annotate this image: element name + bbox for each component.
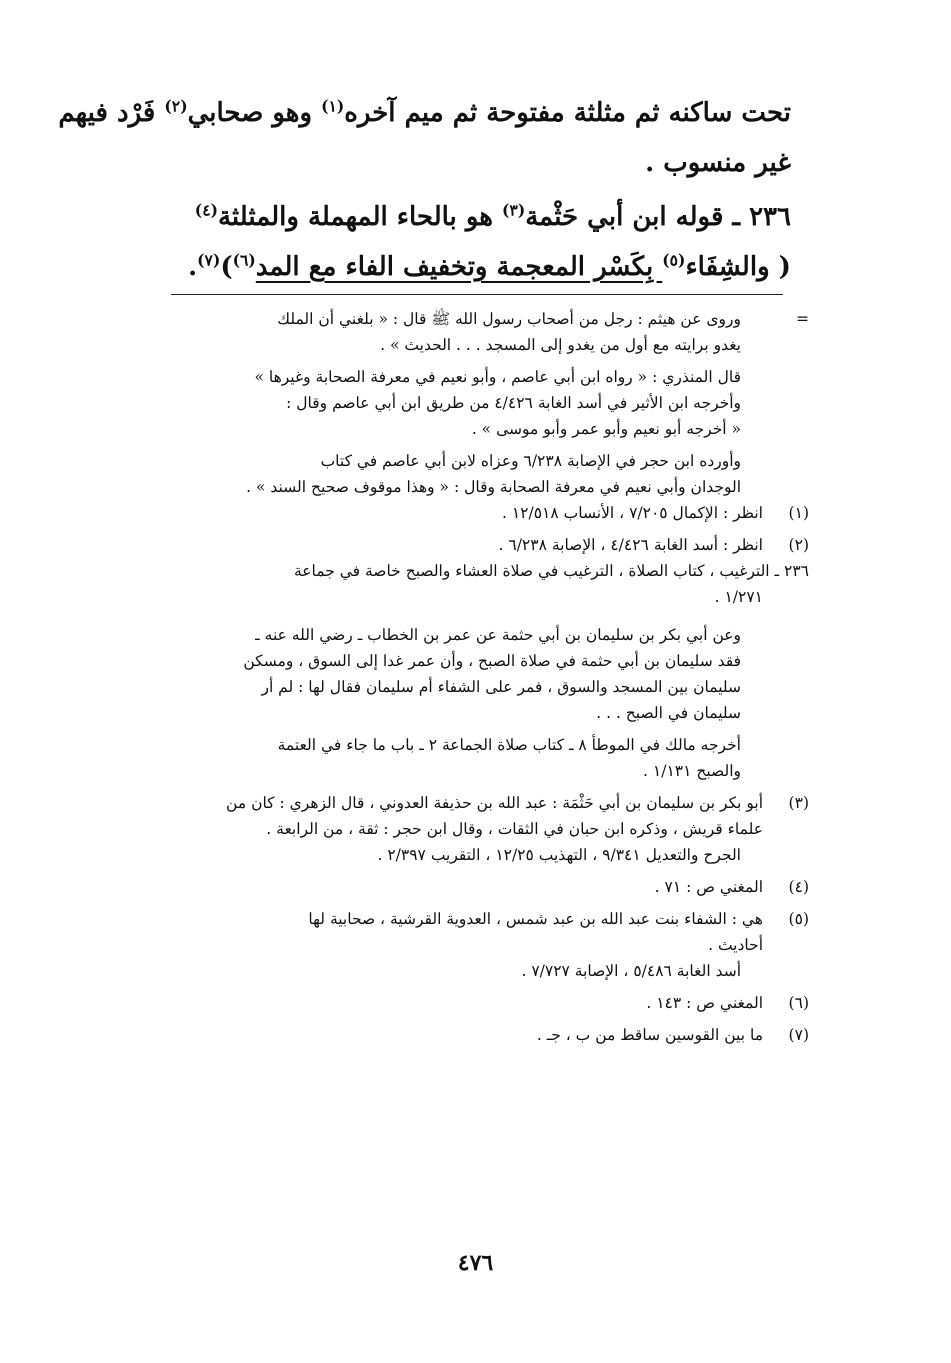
main-line-3: [151, 192, 791, 242]
footnote-ref[interactable]: (٤): [194, 200, 218, 220]
note-line: وأخرجه ابن الأثير في أسد الغابة ٤/٤٢٦ من طريق ابن أبي عاصم وقال :: [286, 394, 741, 412]
text-run: هو بالحاء المهملة والمثلثة: [217, 202, 503, 232]
note-paragraph: [129, 732, 809, 784]
note-paragraph: [129, 622, 809, 726]
footnote-ref[interactable]: (٥): [662, 250, 686, 270]
note-line: أخرجه مالك في الموطأ ٨ ـ كتاب صلاة الجماعة ٢ ـ باب ما جاء في العتمة: [277, 736, 741, 754]
text-run: .: [188, 252, 198, 282]
text-run: ٢٣٦ ـ قوله ابن أبي حَثْمة: [525, 202, 791, 232]
note-line: انظر : الإكمال ٧/٢٠٥ ، الأنساب ١٢/٥١٨ .: [501, 504, 763, 522]
note-paragraph: [129, 364, 809, 442]
footnote-236: [129, 558, 809, 610]
note-line: أحاديث .: [708, 936, 763, 954]
note-line: « أخرجه أبو نعيم وأبو عمر وأبو موسى » .: [471, 420, 741, 438]
page-number: ٤٧٦: [457, 1250, 494, 1276]
text-run: فَرْد فيهم: [58, 98, 165, 128]
main-line-1: [58, 88, 791, 138]
main-text: [58, 88, 791, 292]
continuation-mark: =: [796, 310, 809, 328]
note-line: المغني ص : ٧١ .: [654, 878, 763, 896]
footnote-separator: [171, 294, 783, 295]
footnote-ref[interactable]: (٣): [502, 200, 526, 220]
footnote-ref[interactable]: (٦): [232, 250, 256, 270]
footnote-6: [129, 990, 809, 1016]
note-line: فقد سليمان بن أبي حثمة في صلاة الصبح ، وأن عمر غدا إلى السوق ، ومسكن: [243, 652, 741, 670]
footnote-ref[interactable]: (٢): [164, 96, 188, 116]
continued-note: [129, 306, 809, 358]
footnote-2: [129, 532, 809, 558]
main-line-2: غير منسوب .: [645, 148, 791, 178]
note-line: المغني ص : ١٤٣ .: [646, 994, 763, 1012]
text-run: تحت ساكنه ثم مثلثة مفتوحة ثم ميم آخره: [344, 98, 791, 128]
footnote-7: [129, 1022, 809, 1048]
note-line: أبو بكر بن سليمان بن أبي حَثْمَة : عبد الله بن حذيفة العدوني ، قال الزهري : كان من: [226, 794, 763, 812]
footnote-label: (١): [788, 504, 809, 522]
note-line: ١/٢٧١ .: [714, 588, 763, 606]
note-line: الوجدان وأبي نعيم في معرفة الصحابة وقال : « وهذا موقوف صحيح السند » .: [246, 478, 741, 496]
footnote-label: (٤): [788, 878, 809, 896]
note-line: والصبح ١/١٣١ .: [643, 762, 741, 780]
footnote-label: (٣): [788, 794, 809, 812]
note-line: الجرح والتعديل ٩/٣٤١ ، التهذيب ١٢/٢٥ ، التقريب ٢/٣٩٧ .: [377, 846, 741, 864]
note-line: يغدو برايته مع أول من يغدو إلى المسجد . . . الحديث » .: [380, 336, 741, 354]
main-line-4: [151, 242, 791, 292]
footnote-1: [129, 500, 809, 526]
note-line: ما بين القوسين ساقط من ب ، جـ .: [536, 1026, 763, 1044]
footnote-ref[interactable]: (٧): [197, 250, 221, 270]
text-run: ( والشِفَاء: [685, 252, 791, 282]
footnote-3: [129, 790, 809, 868]
footnote-4: [129, 874, 809, 900]
footnote-label: (٧): [788, 1026, 809, 1044]
footnote-label: (٦): [788, 994, 809, 1012]
footnote-label: (٢): [788, 536, 809, 554]
text-run: وهو صحابي: [187, 98, 322, 128]
note-line: قال المنذري : « رواه ابن أبي عاصم ، وأبو نعيم في معرفة الصحابة وغيرها »: [254, 368, 741, 386]
note-line: ٢٣٦ ـ الترغيب ، كتاب الصلاة ، الترغيب في صلاة العشاء والصبح خاصة في جماعة: [293, 562, 809, 580]
footnotes: [129, 306, 809, 1048]
note-line: وروى عن هيثم : رجل من أصحاب رسول الله ﷺ قال : « بلغني أن الملك: [277, 310, 741, 328]
footnote-ref[interactable]: (١): [321, 96, 345, 116]
note-line: علماء قريش ، وذكره ابن حبان في الثقات ، وقال ابن حجر : ثقة ، من الرابعة .: [266, 820, 763, 838]
underlined-text: بِكَسْر المعجمة وتخفيف الفاء مع المد: [255, 252, 663, 282]
note-line: وأورده ابن حجر في الإصابة ٦/٢٣٨ وعزاه لابن أبي عاصم في كتاب: [320, 452, 741, 470]
footnote-label: (٥): [788, 910, 809, 928]
note-line: هي : الشفاء بنت عبد الله بن عبد شمس ، العدوية القرشية ، صحابية لها: [308, 910, 763, 928]
note-line: انظر : أسد الغابة ٤/٤٢٦ ، الإصابة ٦/٢٣٨ .: [498, 536, 763, 554]
text-run: ): [220, 252, 233, 282]
note-line: أسد الغابة ٥/٤٨٦ ، الإصابة ٧/٧٢٧ .: [521, 962, 741, 980]
note-line: سليمان بين المسجد والسوق ، فمر على الشفاء أم سليمان فقال لها : لم أر: [261, 678, 741, 696]
note-paragraph: [129, 448, 809, 500]
footnote-5: [129, 906, 809, 984]
note-line: وعن أبي بكر بن سليمان بن أبي حثمة عن عمر بن الخطاب ـ رضي الله عنه ـ: [255, 626, 741, 644]
note-line: سليمان في الصبح . . .: [596, 704, 741, 722]
